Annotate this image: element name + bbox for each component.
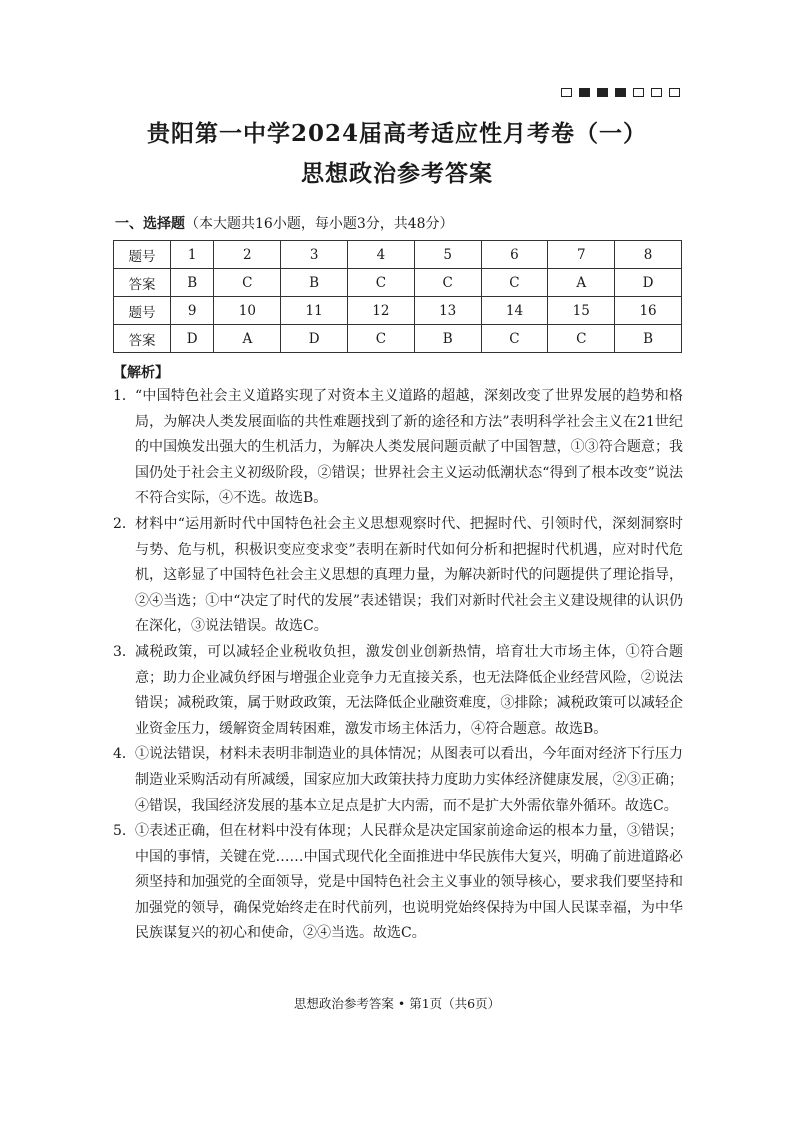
header-marks xyxy=(561,88,680,97)
item-text: ①表述正确，但在材料中没有体现；人民群众是决定国家前途命运的根本力量，③错误；中国的事情，关键在党……中国式现代化全面推进中华民族伟大复兴，明确了前进道路必须坚持和加强党的全面领导，党是中国特色社会主义事业的领导核心，要求我们要坚持和加强党的领导，确保党始终走在时代前列，也说明党始终保持为中国人民谋幸福，为中华民族谋复兴的初心和使命，②④当选。故选C。 xyxy=(135,823,683,942)
row-header: 答案 xyxy=(114,269,171,297)
table-cell: D xyxy=(281,325,348,353)
table-cell: C xyxy=(214,269,281,297)
empty-square-icon xyxy=(669,88,680,97)
table-cell: 3 xyxy=(281,241,348,269)
item-number: 3． xyxy=(113,643,136,660)
table-cell: D xyxy=(615,269,682,297)
item-number: 5． xyxy=(113,823,136,840)
table-cell: A xyxy=(548,269,615,297)
table-cell: 10 xyxy=(214,297,281,325)
table-cell: 7 xyxy=(548,241,615,269)
list-item xyxy=(113,512,683,640)
item-number: 1． xyxy=(113,388,136,404)
table-cell: C xyxy=(548,325,615,353)
analysis-list xyxy=(113,384,683,947)
section-note: （本大题共16小题，每小题3分，共48分） xyxy=(185,216,454,232)
table-cell: 11 xyxy=(281,297,348,325)
table-cell: 14 xyxy=(481,297,548,325)
list-item xyxy=(113,819,683,947)
table-cell: 2 xyxy=(214,241,281,269)
table-cell: A xyxy=(214,325,281,353)
row-header: 题号 xyxy=(114,297,171,325)
table-cell: C xyxy=(348,269,415,297)
list-item xyxy=(113,640,683,742)
table-cell: 15 xyxy=(548,297,615,325)
item-text: 材料中“运用新时代中国特色社会主义思想观察时代、把握时代、引领时代，深刻洞察时与势、危与机，积极识变应变求变”表明在新时代如何分析和把握时代机遇，应对时代危机，这彰显了中国特色社会主义思想的真理力量，为解决新时代的问题提供了理论指导，②④当选；①中“决定了时代的发展”表述错误；我们对新时代社会主义建设规律的认识仍在深化，③说法错误。故选C。 xyxy=(135,515,683,635)
table-row xyxy=(114,269,682,297)
filled-square-icon xyxy=(579,88,590,97)
table-cell: 1 xyxy=(171,241,214,269)
table-cell: C xyxy=(481,325,548,353)
section-heading xyxy=(115,213,454,233)
table-cell: 13 xyxy=(414,297,481,325)
table-row xyxy=(114,297,682,325)
empty-square-icon xyxy=(561,88,572,97)
filled-square-icon xyxy=(615,88,626,97)
table-row xyxy=(114,325,682,353)
table-cell: C xyxy=(481,269,548,297)
table-cell: B xyxy=(171,269,214,297)
table-row xyxy=(114,241,682,269)
table-cell: 9 xyxy=(171,297,214,325)
table-cell: 5 xyxy=(414,241,481,269)
table-cell: B xyxy=(615,325,682,353)
table-cell: 12 xyxy=(348,297,415,325)
table-cell: 16 xyxy=(615,297,682,325)
section-label: 一、选择题 xyxy=(115,216,185,232)
empty-square-icon xyxy=(633,88,644,97)
page-title: 贵阳第一中学2024届高考适应性月考卷（一） xyxy=(146,120,647,147)
list-item xyxy=(113,742,683,819)
list-item xyxy=(113,384,683,512)
item-text: 减税政策，可以减轻企业税收负担，激发创业创新热情，培育壮大市场主体，①符合题意；助力企业减负纾困与增强企业竞争力无直接关系，也无法降低企业经营风险，②说法错误；减税政策，属于财政政策，无法降低企业融资难度，③排除；减税政策可以减轻企业资金压力，缓解资金周转困难，激发市场主体活力，④符合题意。故选B。 xyxy=(135,643,683,737)
page-footer: 思想政治参考答案 • 第1页（共6页） xyxy=(293,996,501,1011)
item-text: “中国特色社会主义道路实现了对资本主义道路的超越，深刻改变了世界发展的趋势和格局，为解决人类发展面临的共性难题找到了新的途径和方法”表明科学社会主义在21世纪的中国焕发出强大的生机活力，为解决人类发展问题贡献了中国智慧，①③符合题意；我国仍处于社会主义初级阶段，②错误；世界社会主义运动低潮状态“得到了根本改变”说法不符合实际，④不选。故选B。 xyxy=(135,388,683,507)
row-header: 题号 xyxy=(114,241,171,269)
table-cell: 4 xyxy=(348,241,415,269)
analysis-title: 【解析】 xyxy=(113,365,169,381)
table-cell: C xyxy=(348,325,415,353)
table-cell: C xyxy=(414,269,481,297)
row-header: 答案 xyxy=(114,325,171,353)
empty-square-icon xyxy=(651,88,662,97)
table-cell: B xyxy=(281,269,348,297)
page-subtitle: 思想政治参考答案 xyxy=(301,160,493,187)
item-number: 2． xyxy=(113,515,136,532)
table-cell: 6 xyxy=(481,241,548,269)
item-number: 4． xyxy=(113,746,136,763)
table-cell: 8 xyxy=(615,241,682,269)
table-cell: B xyxy=(414,325,481,353)
item-text: ①说法错误，材料未表明非制造业的具体情况；从图表可以看出，今年面对经济下行压力制造业采购活动有所减缓，国家应加大政策扶持力度助力实体经济健康发展，②③正确；④错误，我国经济发展的基本立足点是扩大内需，而不是扩大外需依靠外循环。故选C。 xyxy=(135,746,683,814)
table-cell: D xyxy=(171,325,214,353)
filled-square-icon xyxy=(597,88,608,97)
answer-table xyxy=(113,240,682,353)
